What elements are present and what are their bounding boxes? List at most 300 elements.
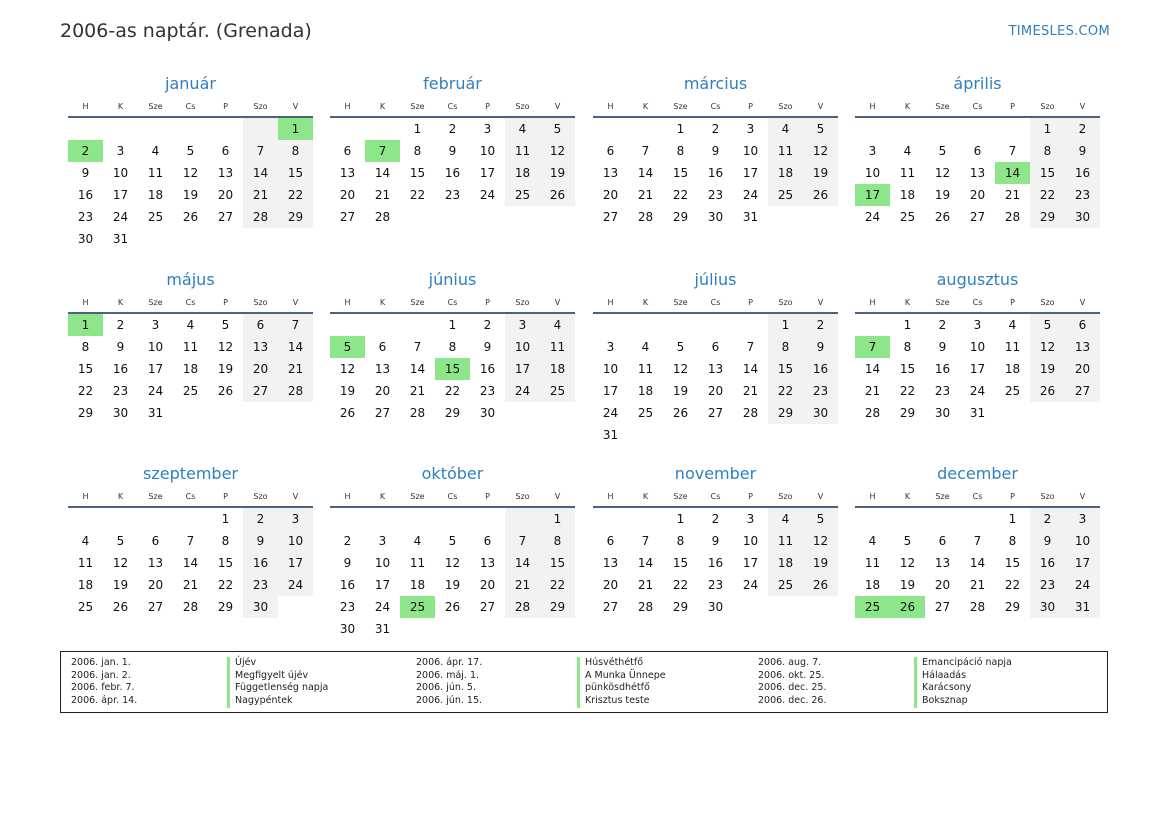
day-cell: 17 [112,188,129,202]
weekday-header: H [330,96,365,117]
weekday-header: Sze [138,486,173,507]
weekday-header: P [733,96,768,117]
day-cell: 4 [641,340,650,354]
day-cell: 20 [969,188,986,202]
day-cell: 2 [448,122,457,136]
day-cell: 22 [278,184,313,206]
day-cell: 9 [711,534,720,548]
empty-cell [208,228,243,250]
weekday-header: Szo [505,292,540,313]
day-cell: 4 [768,507,803,530]
day-cell: 12 [803,140,838,162]
day-cell: 5 [186,144,195,158]
day-cell: 9 [483,340,492,354]
day-cell: 8 [1030,140,1065,162]
day-cell: 28 [969,600,986,614]
weekday-header: H [68,96,103,117]
day-cell: 27 [707,406,724,420]
day-cell: 21 [182,578,199,592]
empty-cell [768,596,803,618]
day-cell: 31 [147,406,164,420]
weekday-header: Sze [663,96,698,117]
empty-cell [470,206,505,228]
day-cell: 21 [637,188,654,202]
day-cell: 19 [672,384,689,398]
empty-cell [138,117,173,140]
day-cell: 14 [409,362,426,376]
weekday-header: P [208,96,243,117]
day-cell: 6 [243,313,278,336]
day-cell: 23 [444,188,461,202]
day-cell: 22 [540,574,575,596]
empty-cell [138,507,173,530]
day-cell: 21 [637,578,654,592]
empty-cell [890,117,925,140]
day-cell: 3 [606,340,615,354]
day-cell: 9 [1030,530,1065,552]
day-cell: 6 [221,144,230,158]
empty-cell [855,313,890,336]
empty-cell [365,507,400,530]
day-cell: 1 [540,507,575,530]
day-cell: 7 [505,530,540,552]
empty-cell [243,117,278,140]
month-calendar [593,464,838,618]
day-cell: 20 [243,358,278,380]
day-cell: 6 [973,144,982,158]
day-cell: 1 [903,318,912,332]
day-cell: 16 [707,556,724,570]
empty-cell [1030,402,1065,424]
weekday-header: Cs [435,486,470,507]
day-cell: 12 [672,362,689,376]
day-cell: 2 [938,318,947,332]
day-cell: 7 [746,340,755,354]
day-cell: 29 [540,596,575,618]
weekday-header: H [855,292,890,313]
empty-cell [365,117,400,140]
day-cell: 4 [186,318,195,332]
day-cell: 24 [479,188,496,202]
weekday-header: P [995,292,1030,313]
day-cell: 29 [217,600,234,614]
day-cell: 2 [68,140,103,162]
weekday-header: K [890,486,925,507]
day-cell: 10 [742,144,759,158]
day-cell: 22 [768,380,803,402]
day-cell: 23 [707,188,724,202]
weekday-header: P [208,486,243,507]
legend-holiday-name: Nagypéntek [227,695,328,708]
day-cell: 15 [540,552,575,574]
day-cell: 27 [479,600,496,614]
day-cell: 11 [899,166,916,180]
brand-link[interactable]: TIMESLES.COM [1008,24,1110,39]
day-cell: 15 [768,358,803,380]
day-cell: 16 [243,552,278,574]
day-cell: 29 [444,406,461,420]
legend-date: 2006. aug. 7. [758,657,822,668]
day-cell: 3 [1065,507,1100,530]
day-cell: 12 [934,166,951,180]
day-cell: 13 [602,556,619,570]
day-cell: 19 [803,162,838,184]
day-cell: 3 [116,144,125,158]
weekday-header: Sze [663,292,698,313]
day-cell: 30 [77,232,94,246]
day-cell: 4 [903,144,912,158]
day-cell: 25 [637,406,654,420]
day-cell: 5 [116,534,125,548]
day-cell: 23 [339,600,356,614]
day-cell: 7 [1008,144,1017,158]
day-cell: 5 [938,144,947,158]
legend-date: 2006. dec. 26. [758,695,827,707]
day-cell: 10 [374,556,391,570]
day-cell: 6 [606,534,615,548]
weekday-header: H [593,486,628,507]
day-cell: 22 [409,188,426,202]
day-cell: 19 [217,362,234,376]
day-cell: 1 [676,512,685,526]
day-cell: 25 [400,596,435,618]
empty-cell [768,206,803,228]
day-cell: 24 [1065,574,1100,596]
day-cell: 25 [768,184,803,206]
day-cell: 26 [217,384,234,398]
day-cell: 28 [409,406,426,420]
empty-cell [278,596,313,618]
day-cell: 7 [365,140,400,162]
day-cell: 21 [278,358,313,380]
weekday-header: V [1065,292,1100,313]
day-cell: 27 [934,600,951,614]
empty-cell [995,117,1030,140]
day-cell: 11 [409,556,426,570]
empty-cell [173,402,208,424]
empty-cell [628,117,663,140]
weekday-header: Szo [1030,486,1065,507]
empty-cell [540,402,575,424]
day-cell: 18 [768,162,803,184]
day-cell: 11 [1004,340,1021,354]
day-cell: 1 [1008,512,1017,526]
legend-holiday-name: Húsvéthétfő [577,657,666,670]
day-cell: 10 [864,166,881,180]
day-cell: 16 [1030,552,1065,574]
weekday-header: Sze [925,96,960,117]
month-name: november [674,464,757,483]
day-cell: 21 [374,188,391,202]
day-cell: 10 [479,144,496,158]
day-cell: 11 [77,556,94,570]
day-cell: 16 [934,362,951,376]
day-cell: 2 [483,318,492,332]
day-cell: 14 [637,556,654,570]
day-cell: 2 [116,318,125,332]
weekday-header: P [733,486,768,507]
empty-cell [663,313,698,336]
empty-cell [698,424,733,446]
weekday-header: K [103,292,138,313]
day-cell: 27 [374,406,391,420]
empty-cell [890,507,925,530]
day-cell: 21 [505,574,540,596]
day-cell: 16 [479,362,496,376]
day-cell: 20 [602,578,619,592]
legend-date: 2006. dec. 25. [758,682,827,694]
weekday-header: Cs [173,96,208,117]
legend-holiday-name: Emancipáció napja [914,657,1012,670]
day-cell: 5 [330,336,365,358]
day-cell: 1 [676,122,685,136]
weekday-header: K [628,486,663,507]
day-cell: 4 [768,117,803,140]
day-cell: 31 [969,406,986,420]
day-cell: 22 [672,578,689,592]
empty-cell [138,228,173,250]
day-cell: 19 [899,578,916,592]
empty-cell [435,507,470,530]
day-cell: 8 [540,530,575,552]
day-cell: 3 [483,122,492,136]
empty-cell [208,117,243,140]
day-cell: 9 [448,144,457,158]
day-cell: 24 [602,406,619,420]
day-cell: 15 [77,362,94,376]
weekday-header: P [733,292,768,313]
day-cell: 25 [182,384,199,398]
day-cell: 12 [1030,336,1065,358]
day-cell: 6 [151,534,160,548]
day-cell: 1 [1030,117,1065,140]
day-cell: 27 [147,600,164,614]
legend-holiday-name: Krisztus teste [577,695,666,708]
weekday-header: Cs [960,486,995,507]
weekday-header: Cs [173,486,208,507]
day-cell: 19 [803,552,838,574]
day-cell: 14 [995,162,1030,184]
day-cell: 2 [803,313,838,336]
day-cell: 15 [278,162,313,184]
day-cell: 20 [602,188,619,202]
day-cell: 13 [934,556,951,570]
weekday-header: V [540,96,575,117]
day-cell: 10 [278,530,313,552]
month-name: augusztus [936,270,1019,289]
weekday-header: V [278,292,313,313]
day-cell: 27 [243,380,278,402]
weekday-header: Sze [925,486,960,507]
weekday-header: K [103,486,138,507]
day-cell: 14 [374,166,391,180]
day-cell: 15 [1030,162,1065,184]
day-cell: 11 [768,530,803,552]
day-cell: 6 [378,340,387,354]
holiday-legend [60,651,1108,713]
day-cell: 4 [1008,318,1017,332]
empty-cell [960,117,995,140]
empty-cell [628,313,663,336]
weekday-header: Szo [243,96,278,117]
day-cell: 10 [112,166,129,180]
day-cell: 12 [444,556,461,570]
day-cell: 15 [672,166,689,180]
weekday-header: P [470,96,505,117]
empty-cell [628,507,663,530]
legend-date: 2006. jún. 5. [416,682,477,694]
day-cell: 24 [374,600,391,614]
day-cell: 21 [409,384,426,398]
month-calendar [330,464,575,640]
day-cell: 1 [278,117,313,140]
month-name: szeptember [142,464,238,483]
day-cell: 25 [855,596,890,618]
day-cell: 6 [483,534,492,548]
day-cell: 13 [243,336,278,358]
day-cell: 7 [413,340,422,354]
day-cell: 4 [81,534,90,548]
day-cell: 19 [112,578,129,592]
month-calendar [330,74,575,228]
weekday-header: Szo [768,96,803,117]
day-cell: 12 [112,556,129,570]
legend-date: 2006. jún. 15. [416,695,483,707]
empty-cell [505,206,540,228]
empty-cell [173,507,208,530]
day-cell: 18 [899,188,916,202]
weekday-header: Sze [400,96,435,117]
day-cell: 22 [217,578,234,592]
weekday-header: Sze [400,292,435,313]
day-cell: 9 [243,530,278,552]
legend-date: 2006. ápr. 17. [416,657,483,668]
day-cell: 21 [969,578,986,592]
day-cell: 25 [1004,384,1021,398]
empty-cell [733,424,768,446]
empty-cell [173,228,208,250]
weekday-header: V [278,486,313,507]
empty-cell [435,206,470,228]
day-cell: 10 [969,340,986,354]
day-cell: 9 [1065,140,1100,162]
day-cell: 13 [479,556,496,570]
day-cell: 26 [803,184,838,206]
day-cell: 18 [1004,362,1021,376]
day-cell: 6 [343,144,352,158]
day-cell: 27 [969,210,986,224]
month-calendar [68,270,313,424]
day-cell: 19 [339,384,356,398]
legend-holiday-name: pünkösdhétfő [577,682,666,695]
day-cell: 11 [768,140,803,162]
day-cell: 17 [278,552,313,574]
month-name: december [937,464,1018,483]
day-cell: 4 [540,313,575,336]
day-cell: 15 [409,166,426,180]
day-cell: 5 [1030,313,1065,336]
day-cell: 29 [1004,600,1021,614]
day-cell: 14 [243,162,278,184]
day-cell: 17 [969,362,986,376]
day-cell: 14 [864,362,881,376]
day-cell: 22 [672,188,689,202]
empty-cell [470,618,505,640]
day-cell: 12 [217,340,234,354]
day-cell: 30 [479,406,496,420]
month-calendar [68,74,313,250]
day-cell: 14 [969,556,986,570]
day-cell: 25 [540,380,575,402]
legend-holiday-name: Boksznap [914,695,1012,708]
day-cell: 18 [147,188,164,202]
day-cell: 10 [742,534,759,548]
day-cell: 28 [374,210,391,224]
weekday-header: K [628,96,663,117]
empty-cell [68,117,103,140]
empty-cell [733,313,768,336]
day-cell: 20 [339,188,356,202]
day-cell: 30 [803,402,838,424]
day-cell: 23 [1065,184,1100,206]
day-cell: 16 [1065,162,1100,184]
day-cell: 23 [112,384,129,398]
weekday-header: Szo [768,486,803,507]
day-cell: 9 [711,144,720,158]
empty-cell [768,424,803,446]
legend-holiday-name: Megfigyelt újév [227,670,328,683]
day-cell: 10 [1065,530,1100,552]
weekday-header: P [208,292,243,313]
month-name: június [428,270,477,289]
day-cell: 5 [676,340,685,354]
day-cell: 10 [505,336,540,358]
empty-cell [243,402,278,424]
day-cell: 14 [505,552,540,574]
day-cell: 1 [768,313,803,336]
day-cell: 31 [742,210,759,224]
empty-cell [698,313,733,336]
day-cell: 28 [637,210,654,224]
day-cell: 17 [1065,552,1100,574]
day-cell: 23 [479,384,496,398]
month-name: január [165,74,216,93]
weekday-header: H [855,486,890,507]
day-cell: 9 [803,336,838,358]
empty-cell [330,507,365,530]
day-cell: 17 [742,166,759,180]
weekday-header: H [855,96,890,117]
weekday-header: V [540,292,575,313]
day-cell: 12 [339,362,356,376]
day-cell: 8 [448,340,457,354]
day-cell: 29 [672,600,689,614]
month-calendar [593,270,838,446]
day-cell: 3 [746,512,755,526]
empty-cell [365,313,400,336]
day-cell: 5 [448,534,457,548]
day-cell: 26 [672,406,689,420]
month-calendar [593,74,838,228]
empty-cell [803,424,838,446]
weekday-header: V [803,486,838,507]
empty-cell [505,618,540,640]
day-cell: 25 [899,210,916,224]
day-cell: 21 [1004,188,1021,202]
empty-cell [540,618,575,640]
month-calendar [330,270,575,424]
legend-holiday-name: Újév [227,657,328,670]
